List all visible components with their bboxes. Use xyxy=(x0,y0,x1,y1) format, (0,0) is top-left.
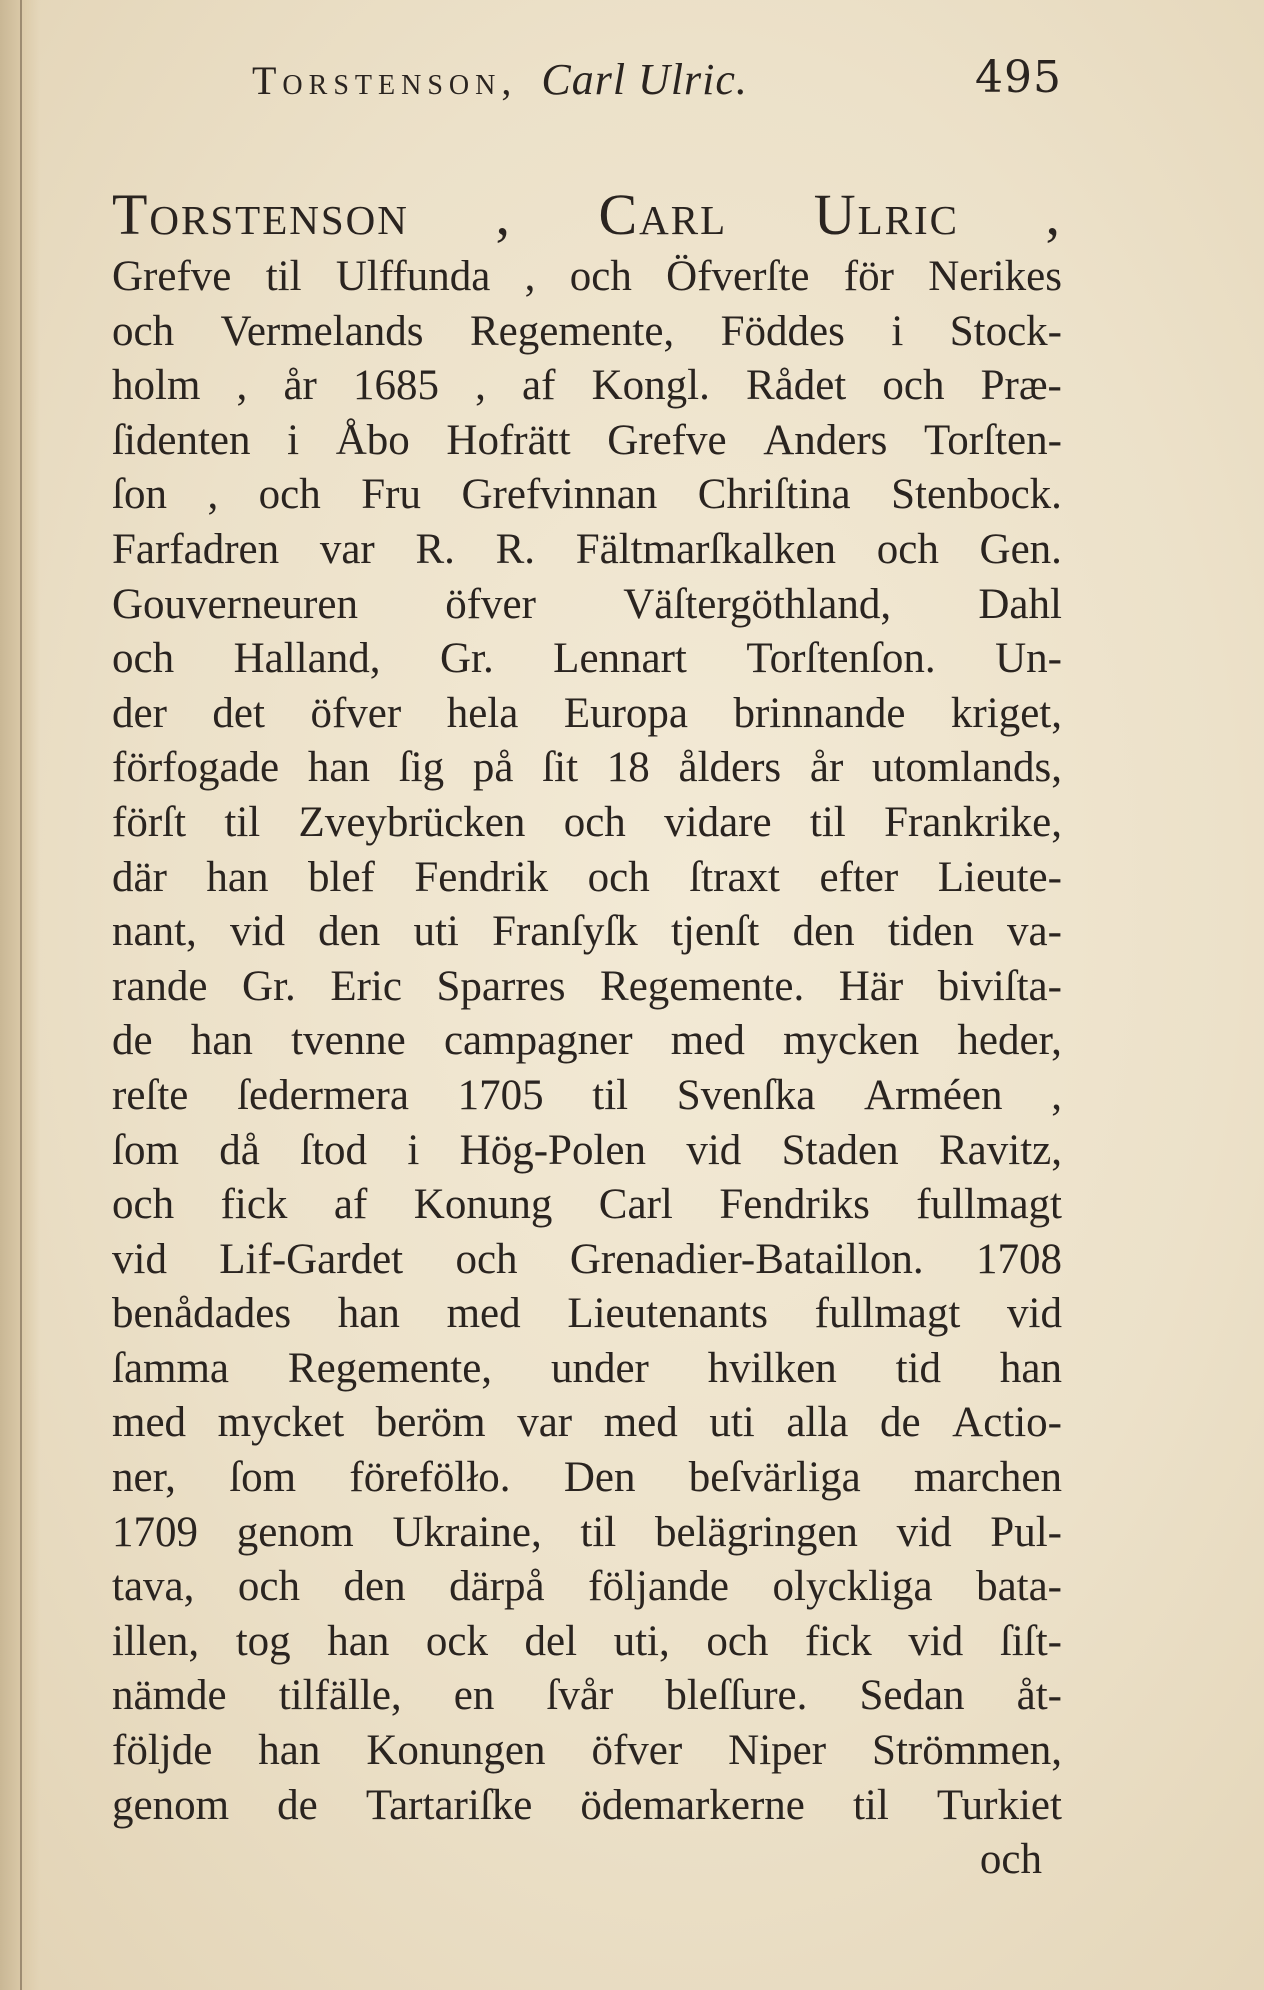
text-line: ſom då ſtod i Hög-Polen vid Staden Ravitz, xyxy=(112,1126,1062,1174)
text-line: och Halland, Gr. Lennart Torſtenſon. Un- xyxy=(112,635,1062,683)
running-title xyxy=(252,54,748,105)
text-line: och fick af Konung Carl Fendriks fullmagt xyxy=(112,1181,1062,1229)
text-line: Grefve til Ulffunda , och Öfverſte för Nerikes xyxy=(112,253,1062,300)
text-line: tava, och den därpå följande olyckliga bata- xyxy=(112,1563,1062,1611)
text-line: ner, ſom förefölło. Den beſvärliga marchen xyxy=(112,1454,1062,1502)
text-line: ſamma Regemente, under hvilken tid han xyxy=(112,1344,1062,1392)
text-line: där han blef Fendrik och ſtraxt efter Lieute- xyxy=(112,853,1062,901)
text-line: förſt til Zveybrücken och vidare til Frankrike, xyxy=(112,798,1062,846)
text-line: Torstenson , Carl Ulric , xyxy=(112,182,1062,247)
book-page xyxy=(112,48,1062,1888)
text-line: ſidenten i Åbo Hofrätt Grefve Anders Torſten- xyxy=(112,416,1062,464)
running-title-given: Carl Ulric. xyxy=(541,55,748,104)
body-text xyxy=(112,182,1062,1833)
text-line: Farfadren var R. R. Fältmarſkalken och Gen. xyxy=(112,525,1062,573)
catchword: och xyxy=(979,1836,1042,1884)
text-line: ſon , och Fru Grefvinnan Chriſtina Stenbock. xyxy=(112,471,1062,519)
text-line: med mycket beröm var med uti alla de Actio- xyxy=(112,1399,1062,1447)
binding-line xyxy=(20,0,22,1990)
page-number: 495 xyxy=(975,52,1062,103)
text-line: illen, tog han ock del uti, och fick vid ſiſt- xyxy=(112,1617,1062,1665)
text-line: reſte ſedermera 1705 til Svenſka Arméen , xyxy=(112,1071,1062,1119)
text-line: nant, vid den uti Franſyſk tjenſt den tiden va- xyxy=(112,908,1062,956)
text-line: 1709 genom Ukraine, til belägringen vid Pul- xyxy=(112,1508,1062,1556)
running-title-name: Torstenson, xyxy=(252,58,518,103)
text-line: rande Gr. Eric Sparres Regemente. Här biviſta- xyxy=(112,962,1062,1010)
text-line: de han tvenne campagner med mycken heder, xyxy=(112,1017,1062,1065)
text-line: nämde tilfälle, en ſvår bleſſure. Sedan åt- xyxy=(112,1672,1062,1720)
text-line: följde han Konungen öfver Niper Strömmen, xyxy=(112,1727,1062,1775)
text-line: förfogade han ſig på ſit 18 ålders år utomlands, xyxy=(112,744,1062,792)
text-line: och Vermelands Regemente, Föddes i Stock- xyxy=(112,307,1062,355)
text-line: Gouverneuren öfver Väſtergöthland, Dahl xyxy=(112,580,1062,628)
running-header xyxy=(112,48,1062,120)
text-line: vid Lif-Gardet och Grenadier-Bataillon. 1708 xyxy=(112,1235,1062,1283)
text-line: der det öfver hela Europa brinnande kriget, xyxy=(112,689,1062,737)
text-line: holm , år 1685 , af Kongl. Rådet och Præ- xyxy=(112,362,1062,410)
text-line: benådades han med Lieutenants fullmagt vid xyxy=(112,1290,1062,1338)
text-line: genom de Tartariſke ödemarkerne til Turkiet xyxy=(112,1781,1062,1829)
